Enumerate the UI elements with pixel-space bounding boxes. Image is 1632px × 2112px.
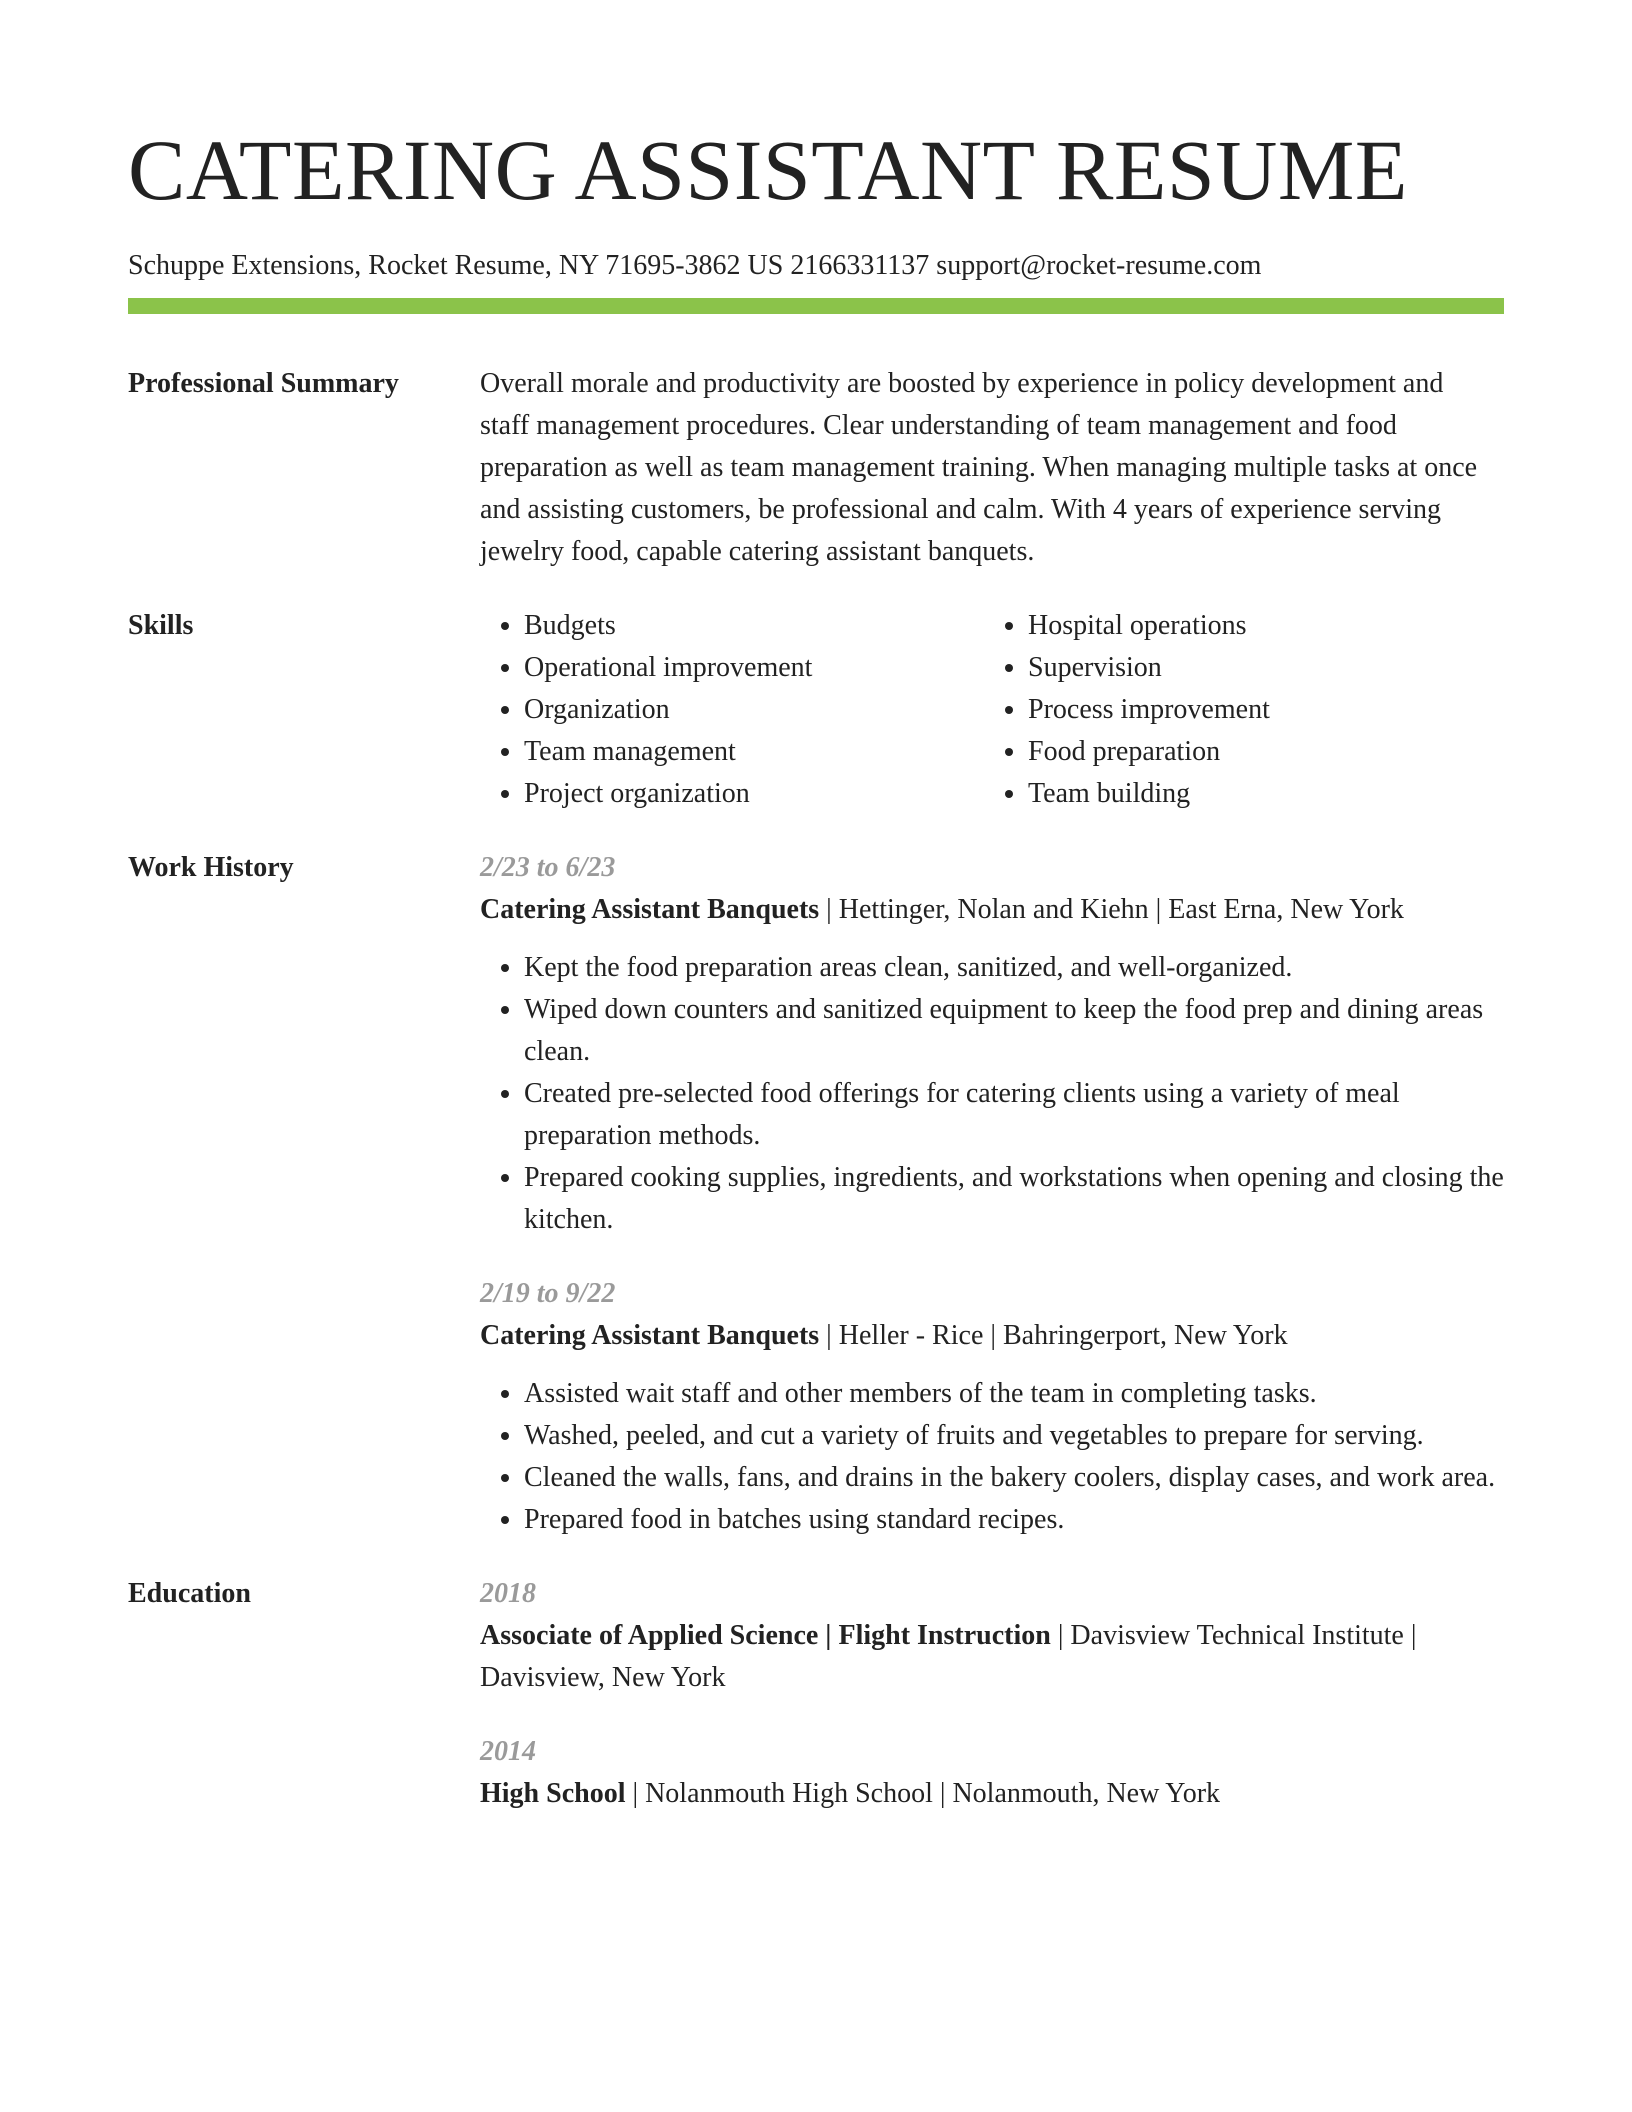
work-body — [480, 847, 1524, 1541]
job-bullet: • Assisted wait staff and other members of the team in completing tasks. — [524, 1373, 1524, 1415]
education-details: | Davisview Technical Institute | Davisview, New York — [480, 1620, 1417, 1693]
job-details: | Heller - Rice | Bahringerport, New York — [819, 1320, 1288, 1351]
job-bullets — [480, 947, 1524, 1241]
skill-item: • Supervision — [1028, 647, 1498, 689]
section-work-history — [128, 847, 1504, 1541]
skill-item: • Hospital operations — [1028, 605, 1498, 647]
education-degree: High School — [480, 1778, 626, 1809]
resume-title: CATERING ASSISTANT RESUME — [128, 122, 1408, 218]
education-year: 2014 — [480, 1736, 536, 1767]
skill-item: • Organization — [524, 689, 984, 731]
job-bullet: • Prepared food in batches using standard recipes. — [524, 1499, 1524, 1541]
education-entry — [480, 1573, 1504, 1699]
skill-item: • Food preparation — [1028, 731, 1498, 773]
education-year: 2018 — [480, 1578, 536, 1609]
skill-item: • Project organization — [524, 773, 984, 815]
job-entry — [480, 1273, 1524, 1541]
education-heading — [480, 1615, 1500, 1699]
skills-list-right — [984, 605, 1498, 815]
job-bullet: • Prepared cooking supplies, ingredients, and workstations when opening and closing the kitchen. — [524, 1157, 1524, 1241]
job-details: | Hettinger, Nolan and Kiehn | East Erna, New York — [819, 894, 1404, 925]
resume-page — [128, 0, 1504, 1815]
job-bullet: • Cleaned the walls, fans, and drains in the bakery coolers, display cases, and work area. — [524, 1457, 1524, 1499]
job-bullet: • Washed, peeled, and cut a variety of fruits and vegetables to prepare for serving. — [524, 1415, 1524, 1457]
job-heading — [480, 889, 1524, 931]
job-dates: 2/23 to 6/23 — [480, 852, 616, 883]
accent-divider — [128, 298, 1504, 314]
skills-list-left — [480, 605, 984, 815]
job-entry — [480, 847, 1524, 1241]
contact-line: Schuppe Extensions, Rocket Resume, NY 71695-3862 US 2166331137 support@rocket-resume.com — [128, 250, 1262, 281]
skill-item: • Process improvement — [1028, 689, 1498, 731]
education-body — [480, 1573, 1504, 1815]
section-label-summary: Professional Summary — [128, 368, 399, 399]
section-professional-summary — [128, 363, 1504, 573]
skills-body — [480, 605, 1504, 815]
section-label-education: Education — [128, 1578, 251, 1609]
summary-text: Overall morale and productivity are boosted by experience in policy development and staff management procedures. Clear understanding of team management and food preparation as well as team management training. When managing multiple tasks at once and assisting customers, be professional and calm. With 4 years of experience serving jewelry food, capable catering assistant banquets. — [480, 368, 1478, 567]
education-degree: Associate of Applied Science | Flight Instruction — [480, 1620, 1051, 1651]
skill-item: • Team management — [524, 731, 984, 773]
skill-item: • Operational improvement — [524, 647, 984, 689]
section-label-work: Work History — [128, 852, 294, 883]
job-bullet: • Wiped down counters and sanitized equipment to keep the food prep and dining areas clean. — [524, 989, 1524, 1073]
skill-item: • Budgets — [524, 605, 984, 647]
job-dates: 2/19 to 9/22 — [480, 1278, 616, 1309]
section-skills — [128, 605, 1504, 815]
section-education — [128, 1573, 1504, 1815]
job-bullet: • Created pre-selected food offerings for catering clients using a variety of meal preparation methods. — [524, 1073, 1524, 1157]
education-heading — [480, 1773, 1500, 1815]
job-bullets — [480, 1373, 1524, 1541]
education-details: | Nolanmouth High School | Nolanmouth, New York — [625, 1778, 1221, 1809]
section-label-skills: Skills — [128, 610, 194, 641]
job-title: Catering Assistant Banquets — [480, 1320, 820, 1351]
summary-body — [480, 363, 1504, 573]
skill-item: • Team building — [1028, 773, 1498, 815]
skills-grid — [480, 605, 1504, 815]
job-title: Catering Assistant Banquets — [480, 894, 820, 925]
job-bullet: • Kept the food preparation areas clean, sanitized, and well-organized. — [524, 947, 1524, 989]
job-heading — [480, 1315, 1524, 1357]
education-entry — [480, 1731, 1504, 1815]
